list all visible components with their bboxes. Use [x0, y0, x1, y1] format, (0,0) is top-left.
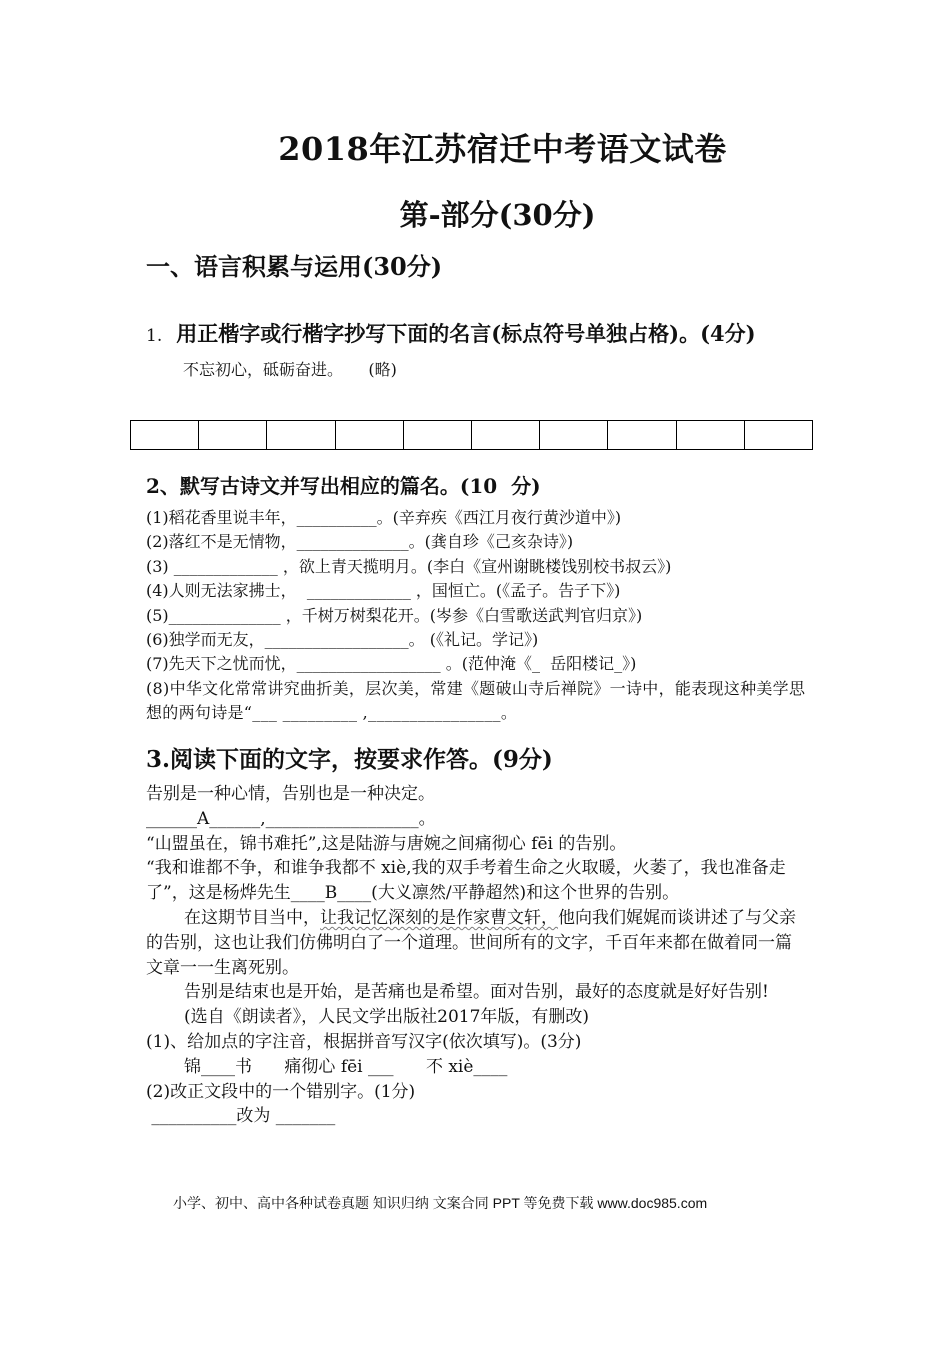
- question-1-text: 用正楷字或行楷字抄写下面的名言(标点符号单独占格)。(4分): [176, 321, 756, 346]
- fill-item: (1)稻花香里说丰年，__________。(辛弃疾《西江月夜行黄沙道中》): [146, 508, 622, 527]
- grid-cell[interactable]: [472, 421, 540, 449]
- fill-item: (6)独学而无友，__________________。 (《礼记。学记》): [146, 630, 539, 650]
- grid-cell[interactable]: [540, 421, 608, 449]
- passage-text: 他向我们娓娓而谈讲述了与父亲的告别，这也让我们仿佛明白了一个道理。世间所有的文字，千百年来都在做着同一篇文章一一生离死别。: [146, 907, 796, 978]
- fill-item: (4)人则无法家拂士， _____________ ，国恒亡。(《孟子。告子下》): [146, 581, 621, 601]
- fill-item: (7)先天下之忧而忧，__________________ 。(范仲淹《_ 岳阳楼记_》): [146, 654, 637, 674]
- passage-line: 告别是一种心情，告别也是一种决定。: [146, 784, 435, 804]
- grid-cell[interactable]: [199, 421, 267, 449]
- grid-cell[interactable]: [267, 421, 335, 449]
- reading-passage: [146, 782, 806, 1129]
- passage-blank-a: ______A______,__________________。: [146, 808, 436, 829]
- wavy-underlined-sentence: 让我记忆深刻的是作家曹文轩，: [320, 907, 558, 928]
- fill-item: (2)落红不是无情物，______________。(龚自珍《己亥杂诗》): [146, 532, 574, 552]
- passage-source: (选自《朗读者》，人民文学出版社2017年版，有删改): [184, 1007, 590, 1028]
- sub-question-2: (2)改正文段中的一个错别字。(1分): [146, 1081, 416, 1102]
- question-2-heading: 2、默写古诗文并写出相应的篇名。(10 分): [146, 474, 541, 498]
- grid-cell[interactable]: [745, 421, 812, 449]
- passage-paragraph: [146, 906, 806, 980]
- fill-item: (5)______________ ，千树万树梨花开。(岑参《白雪歌送武判官归京》): [146, 605, 643, 625]
- fill-item: (3) _____________ ，欲上青天揽明月。(李白《宣州谢眺楼饯别校书叔云》): [146, 556, 672, 576]
- question-2-items: [146, 506, 806, 726]
- passage-text: 在这期节目当中，: [184, 907, 320, 928]
- document-title: 2018年江苏宿迁中考语文试卷: [278, 130, 727, 168]
- fill-item: (8)中华文化常常讲究曲折美，层次美，常建《题破山寺后禅院》一诗中，能表现这种美学思想的两句诗是“___ _________ ,________________。: [146, 678, 806, 723]
- sub-question-1: (1)、给加点的字注音，根据拼音写汉字(依次填写)。(3分): [146, 1031, 582, 1052]
- part-heading: 第-部分(30分): [399, 198, 596, 232]
- question-1-number: 1.: [146, 326, 163, 346]
- grid-cell[interactable]: [677, 421, 745, 449]
- section-heading: 一、语言积累与运用(30分): [146, 252, 443, 281]
- grid-cell[interactable]: [131, 421, 199, 449]
- question-3-heading: 3.阅读下面的文字，按要求作答。(9分): [146, 746, 553, 773]
- question-1-quote: 不忘初心，砥砺奋进。 (略): [183, 360, 397, 379]
- writing-grid: [130, 420, 813, 450]
- grid-cell[interactable]: [404, 421, 472, 449]
- passage-paragraph: 告别是结束也是开始，是苦痛也是希望。面对告别，最好的态度就是好好告别!: [184, 982, 769, 1003]
- passage-line: “山盟虽在，锦书难托”,这是陆游与唐婉之间痛彻心 fēi 的告别。: [146, 833, 627, 854]
- sub-question-2-blanks: __________改为 _______: [146, 1106, 336, 1127]
- sub-question-1-blanks: 锦____书 痛彻心 fēi ___ 不 xiè____: [184, 1056, 508, 1077]
- grid-cell[interactable]: [336, 421, 404, 449]
- grid-cell[interactable]: [608, 421, 676, 449]
- footer-text: 小学、初中、高中各种试卷真题 知识归纳 文案合同 PPT 等免费下载 www.doc985.com: [173, 1195, 708, 1211]
- question-1-prompt: [146, 318, 756, 348]
- passage-paragraph: “我和谁都不争，和谁争我都不 xiè,我的双手考着生命之火取暖，火萎了，我也准备走了”，这是杨烨先生____B____(大义凛然/平静超然)和这个世界的告别。: [146, 858, 786, 904]
